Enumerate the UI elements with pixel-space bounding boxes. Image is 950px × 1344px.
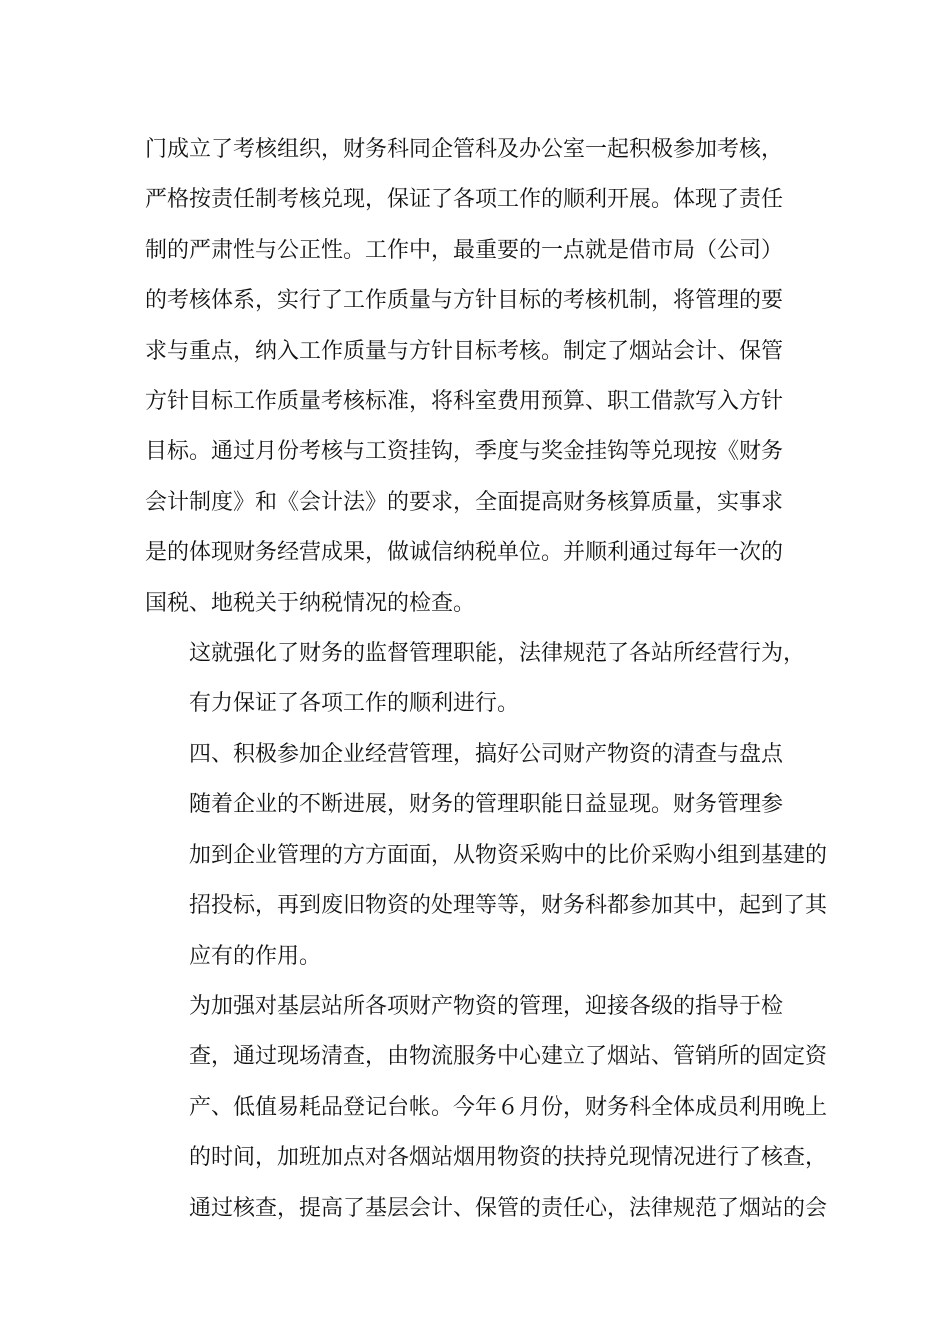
document-body (145, 125, 835, 1234)
text-line: 查，通过现场清查，由物流服务中心建立了烟站、管销所的固定资 (189, 1044, 828, 1070)
text-line: 招投标，再到废旧物资的处理等等，财务科都参加其中，起到了其 (189, 893, 828, 919)
paragraph-supervision (145, 629, 835, 730)
text-line: 产、低值易耗品登记台帐。今年６月份，财务科全体成员利用晚上 (189, 1094, 828, 1120)
text-line: 应有的作用。 (189, 943, 322, 969)
text-line: 这就强化了财务的监督管理职能，法律规范了各站所经营行为， (189, 641, 806, 667)
text-line: 国税、地税关于纳税情况的检查。 (145, 590, 476, 616)
text-line: 求与重点，纳入工作质量与方针目标考核。制定了烟站会计、保管 (145, 338, 784, 364)
paragraph-assessment (145, 125, 835, 629)
text-line: 会计制度》和《会计法》的要求，全面提高财务核算质量，实事求 (145, 489, 784, 515)
text-line: 通过核查，提高了基层会计、保管的责任心，法律规范了烟站的会 (189, 1195, 828, 1221)
text-line: 有力保证了各项工作的顺利进行。 (189, 691, 520, 717)
text-line: 目标。通过月份考核与工资挂钩，季度与奖金挂钩等兑现按《财务 (145, 439, 784, 465)
text-line: 随着企业的不断进展，财务的管理职能日益显现。财务管理参 (189, 792, 784, 818)
paragraph-inventory (145, 982, 835, 1234)
text-line: 方针目标工作质量考核标准，将科室费用预算、职工借款写入方针 (145, 389, 784, 415)
text-line: 的时间，加班加点对各烟站烟用物资的扶持兑现情况进行了核查， (189, 1145, 828, 1171)
text-line: 的考核体系，实行了工作质量与方针目标的考核机制，将管理的要 (145, 288, 784, 314)
text-line: 为加强对基层站所各项财产物资的管理，迎接各级的指导于检 (189, 993, 784, 1019)
text-line: 门成立了考核组织，财务科同企管科及办公室一起积极参加考核， (145, 137, 784, 162)
text-line: 是的体现财务经营成果，做诚信纳税单位。并顺利通过每年一次的 (145, 540, 784, 566)
text-line: 制的严肃性与公正性。工作中，最重要的一点就是借市局（公司） (145, 237, 784, 263)
text-line: 加到企业管理的方方面面，从物资采购中的比价采购小组到基建的 (189, 842, 828, 868)
paragraph-management (145, 780, 835, 982)
text-line: 严格按责任制考核兑现，保证了各项工作的顺利开展。体现了责任 (145, 187, 784, 213)
section-heading (145, 730, 835, 780)
section-heading-text: 四、积极参加企业经营管理，搞好公司财产物资的清查与盘点 (189, 741, 784, 767)
